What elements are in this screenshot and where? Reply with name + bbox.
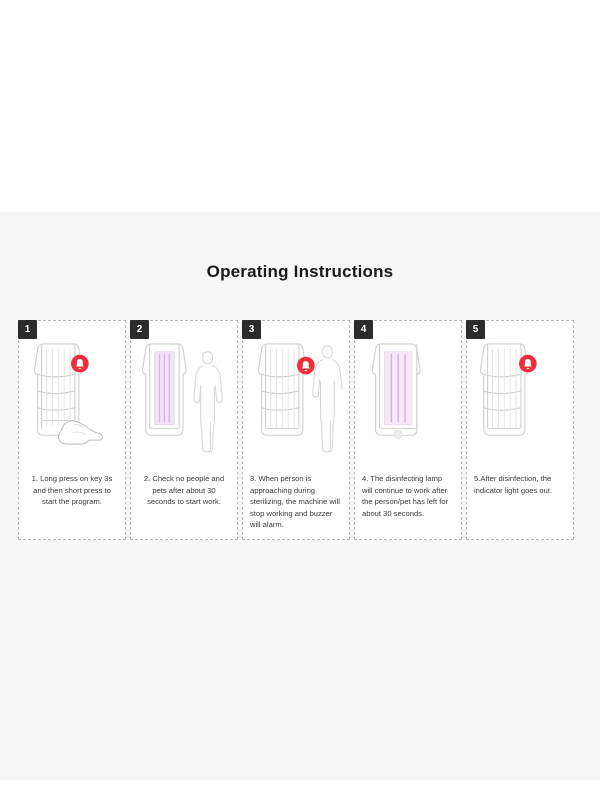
step-number-badge: 3 bbox=[242, 320, 261, 339]
step-illustration-4 bbox=[355, 321, 461, 469]
step-number-badge: 5 bbox=[466, 320, 485, 339]
step-number-badge: 2 bbox=[130, 320, 149, 339]
step-card bbox=[130, 320, 238, 540]
step-caption: 3. When person is approaching during sterilizing, the machine will stop working and buzzer will alarm. bbox=[250, 474, 340, 530]
step-caption: 1. Long press on key 3s and then short press to start the program. bbox=[31, 474, 113, 507]
step-card bbox=[354, 320, 462, 540]
steps-row bbox=[18, 320, 582, 540]
step-card bbox=[18, 320, 126, 540]
step-illustration-5 bbox=[467, 321, 573, 469]
step-illustration-1 bbox=[19, 321, 125, 469]
step-caption: 5.After disinfection, the indicator light goes out. bbox=[474, 474, 553, 495]
step-number-badge: 1 bbox=[18, 320, 37, 339]
step-number-badge: 4 bbox=[354, 320, 373, 339]
step-caption: 2. Check no people and pets after about 30 seconds to start work. bbox=[143, 474, 225, 507]
step-illustration-2 bbox=[131, 321, 237, 469]
step-card bbox=[466, 320, 574, 540]
step-card bbox=[242, 320, 350, 540]
step-caption: 4. The disinfecting lamp will continue to work after the person/pet has left for about 30 seconds. bbox=[362, 474, 449, 518]
page-title: Operating Instructions bbox=[206, 262, 394, 281]
step-illustration-3 bbox=[243, 321, 349, 469]
